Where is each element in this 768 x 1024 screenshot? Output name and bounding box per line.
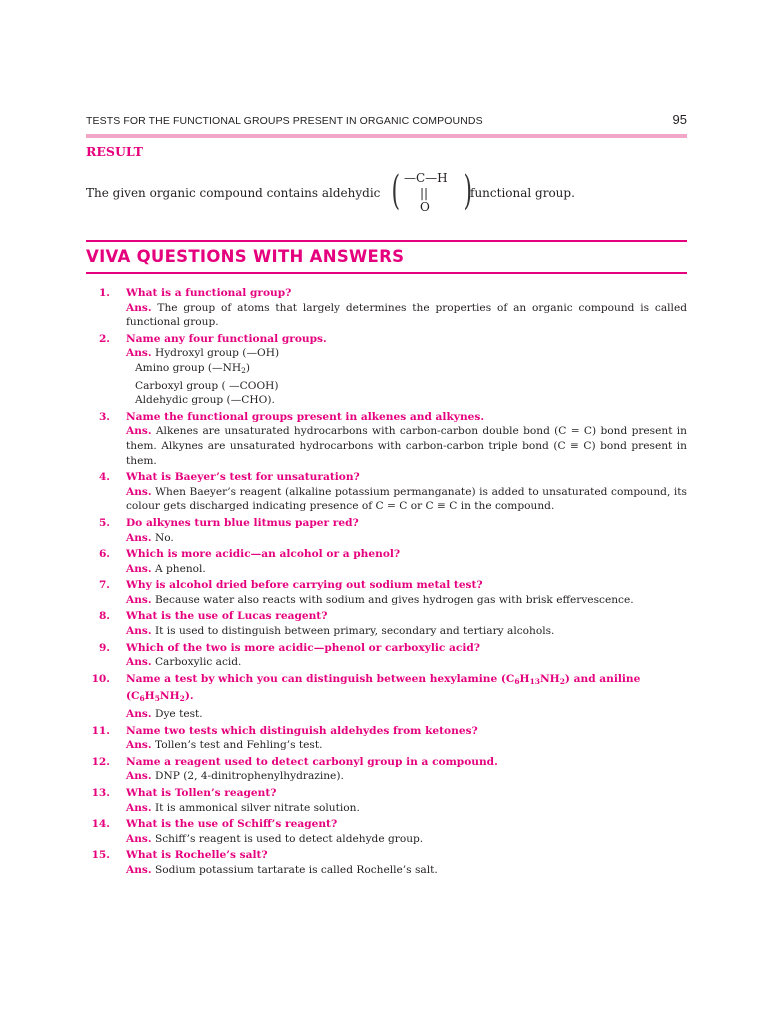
result-text: The given organic compound contains aldehydic [86,186,381,200]
ans-label: Ans. [126,863,152,876]
answer [126,655,687,670]
answer-text: Alkenes are unsaturated hydrocarbons with carbon-carbon double bond (C = C) bond present in them. Alkynes are unsaturated hydrocarbons with carbon-carbon triple bond (C ≡ C) bond present in them. [126,425,687,467]
ans-label: Ans. [126,708,152,721]
answer-line [126,361,687,379]
formula-double-bond: || [420,186,429,200]
subscript: 2 [559,676,565,686]
question: What is Tollen’s reagent? [126,787,277,799]
question: Do alkynes turn blue litmus paper red? [126,516,359,529]
qa-number: 9. [98,641,110,654]
ans-label: Ans. [126,625,152,638]
qa-number: 6. [98,548,110,561]
qa-item [86,516,687,545]
answer [126,801,687,816]
answer [126,531,687,546]
question [126,672,687,707]
qa-item [86,609,687,638]
question: Name two tests which distinguish aldehydes from ketones? [126,724,478,737]
qa-item [86,410,687,468]
formula-right-paren: ) [463,168,473,214]
header-rule [86,134,687,138]
answer-text: Because water also reacts with sodium and gives hydrogen gas with brisk effervescence. [154,593,634,606]
question: Name the functional groups present in alkenes and alkynes. [126,410,485,423]
qa-item [86,724,687,753]
ans-label: Ans. [126,656,152,669]
ans-label: Ans. [126,739,152,752]
answer-text: Amino group (—NH [135,361,242,374]
subscript: 6 [514,676,520,686]
qa-number: 5. [98,516,110,529]
ans-label: Ans. [126,301,152,314]
question: Which is more acidic—an alcohol or a phenol? [126,548,401,561]
qa-number: 10. [91,672,110,685]
question-text: ) and aniline (C [126,672,641,703]
question: Which of the two is more acidic—phenol or carboxylic acid? [126,641,480,654]
question: What is Rochelle’s salt? [126,849,268,862]
qa-item [86,470,687,514]
question-text: Name a test by which you can distinguish between hexylamine (C [126,672,515,685]
ans-label: Ans. [126,832,152,845]
answer [126,485,687,514]
qa-item [86,786,687,815]
viva-top-rule [86,240,687,242]
aldehyde-formula [391,168,473,216]
formula-left-paren: ( [391,168,401,214]
question-text: NH [159,690,180,703]
ans-label: Ans. [126,531,152,544]
subscript: 2 [179,694,185,704]
ans-label: Ans. [126,347,152,360]
result-heading: RESULT [86,144,143,159]
answer [126,346,687,361]
page-number: 95 [672,112,687,127]
question-text: H [144,690,155,703]
answer [126,832,687,847]
answer-line: Carboxyl group ( —COOH) [135,379,279,392]
answer-text: DNP (2, 4-dinitrophenylhydrazine). [154,770,344,783]
question: Name any four functional groups. [126,332,327,345]
ans-label: Ans. [126,485,152,498]
question: Why is alcohol dried before carrying out sodium metal test? [126,579,483,592]
question-text: ). [184,690,194,703]
qa-number: 8. [98,610,110,623]
qa-number: 14. [91,818,110,831]
answer-text: Hydroxyl group (—OH) [154,347,280,360]
running-header [86,112,687,132]
ans-label: Ans. [126,425,152,438]
answer [126,707,687,722]
answer-text: Dye test. [154,708,203,721]
qa-item [86,332,687,408]
ans-label: Ans. [126,562,152,575]
subscript: 2 [241,365,246,375]
qa-item [86,286,687,330]
qa-number: 3. [98,410,110,423]
answer-text: When Baeyer’s reagent (alkaline potassium permanganate) is added to unsaturated compound, its colour gets discharged indicating presence of C = C or C ≡ C in the compound. [126,485,687,513]
qa-number: 11. [91,724,110,737]
question-text: H [519,672,530,685]
answer-text: Schiff’s reagent is used to detect aldehyde group. [154,832,424,845]
viva-heading: VIVA QUESTIONS WITH ANSWERS [86,247,405,266]
answer [126,562,687,577]
formula-top: —C—H [404,171,448,185]
ans-label: Ans. [126,593,152,606]
answer [126,301,687,330]
qa-number: 7. [98,579,110,592]
answer-text: Sodium potassium tartarate is called Rochelle’s salt. [154,863,438,876]
answer-text: It is ammonical silver nitrate solution. [154,801,360,814]
ans-label: Ans. [126,770,152,783]
question: What is the use of Schiff’s reagent? [126,818,338,831]
answer-text: Carboxylic acid. [154,656,242,669]
qa-item [86,641,687,670]
answer-text: Tollen’s test and Fehling’s test. [154,739,323,752]
qa-number: 13. [91,787,110,799]
ans-label: Ans. [126,801,152,814]
viva-bottom-rule [86,272,687,274]
answer-text: No. [154,531,174,544]
result-text-tail: functional group. [470,186,575,200]
answer [126,769,687,784]
qa-item [86,547,687,576]
answer-text: A phenol. [154,562,206,575]
answer [126,424,687,468]
answer-text: ) [245,361,251,374]
question: What is a functional group? [126,287,292,299]
qa-number: 15. [91,849,110,862]
answer-line: Aldehydic group (—CHO). [135,394,275,407]
subscript: 13 [529,676,540,686]
answer-text: The group of atoms that largely determines the properties of an organic compound is called functional group. [126,301,687,329]
question-text: NH [540,672,560,685]
question: What is the use of Lucas reagent? [126,610,328,623]
qa-item [86,817,687,846]
qa-item [86,848,687,877]
qa-number: 4. [98,471,110,484]
qa-item [86,755,687,784]
qa-item [86,672,687,722]
qa-number: 12. [91,755,110,768]
qa-item [86,578,687,607]
subscript: 5 [154,694,160,704]
qa-number: 1. [98,287,110,299]
qa-number: 2. [98,332,110,345]
question: Name a reagent used to detect carbonyl group in a compound. [126,755,498,768]
running-header-title: TESTS FOR THE FUNCTIONAL GROUPS PRESENT IN ORGANIC COMPOUNDS [86,115,483,127]
answer [126,624,687,639]
formula-oxygen: O [420,200,430,214]
viva-qa-list [86,286,687,880]
answer [126,593,687,608]
answer-text: It is used to distinguish between primary, secondary and tertiary alcohols. [154,625,555,638]
subscript: 6 [139,694,145,704]
answer [126,863,687,878]
answer [126,738,687,753]
question: What is Baeyer’s test for unsaturation? [126,471,360,484]
